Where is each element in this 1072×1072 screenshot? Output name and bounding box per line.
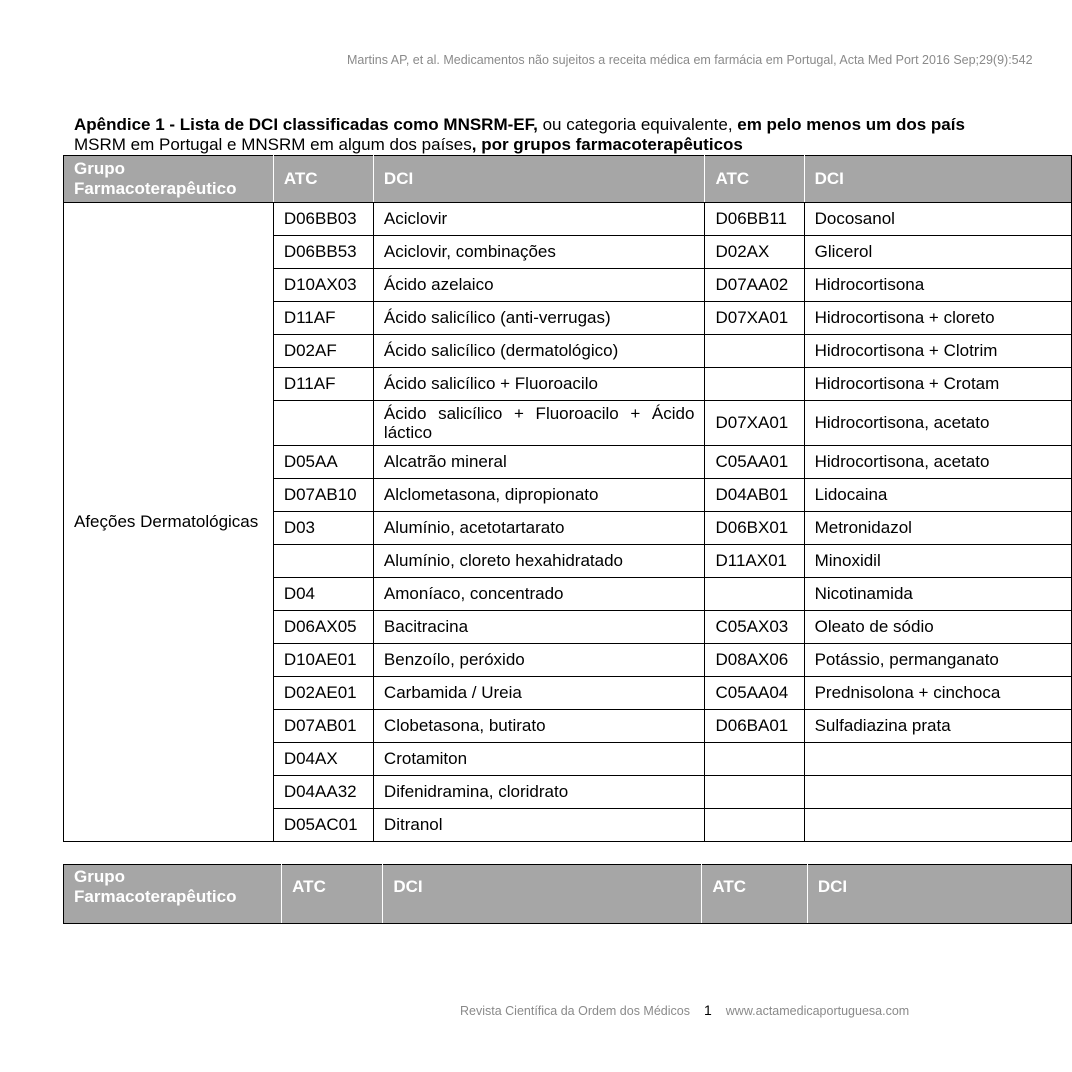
- title-text-2: ou categoria equivalente,: [537, 115, 738, 134]
- dci-table-2: [63, 864, 1072, 924]
- header-grupo: Grupo Farmacoterapêutico: [64, 156, 274, 203]
- dci-cell-2: Metronidazol: [804, 512, 1071, 545]
- atc-cell-2: D06BB11: [705, 203, 804, 236]
- header-dci: DCI: [373, 156, 705, 203]
- atc-cell-2: D06BX01: [705, 512, 804, 545]
- atc-cell-2: D04AB01: [705, 479, 804, 512]
- atc-cell: D03: [273, 512, 373, 545]
- dci-table: [63, 155, 1072, 842]
- atc-cell: D11AF: [273, 368, 373, 401]
- atc-cell: [273, 401, 373, 446]
- dci-cell-2: Hidrocortisona + Crotam: [804, 368, 1071, 401]
- dci-cell: Ditranol: [373, 809, 705, 842]
- atc-cell-2: D02AX: [705, 236, 804, 269]
- dci-cell-2: [804, 743, 1071, 776]
- dci-cell-2: Glicerol: [804, 236, 1071, 269]
- atc-cell: [273, 545, 373, 578]
- atc-cell: D07AB10: [273, 479, 373, 512]
- dci-cell-2: Prednisolona + cinchoca: [804, 677, 1071, 710]
- dci-cell: Aciclovir: [373, 203, 705, 236]
- atc-cell: D04AA32: [273, 776, 373, 809]
- atc-cell-2: D07XA01: [705, 302, 804, 335]
- header-dci: DCI: [383, 865, 702, 924]
- atc-cell: D11AF: [273, 302, 373, 335]
- atc-cell-2: D06BA01: [705, 710, 804, 743]
- dci-cell-2: Potássio, permanganato: [804, 644, 1071, 677]
- table2-clip: [0, 864, 1072, 906]
- header-dci-2: DCI: [804, 156, 1071, 203]
- atc-cell-2: [705, 335, 804, 368]
- dci-cell-2: Hidrocortisona + Clotrim: [804, 335, 1071, 368]
- dci-cell-2: [804, 776, 1071, 809]
- dci-cell-2: Hidrocortisona, acetato: [804, 446, 1071, 479]
- footer-url: www.actamedicaportuguesa.com: [725, 1004, 910, 1018]
- dci-cell: Ácido azelaico: [373, 269, 705, 302]
- running-header: Martins AP, et al. Medicamentos não sujeitos a receita médica em farmácia em Portugal, Acta Med Port 2016 Sep;29(9):542: [347, 53, 1033, 67]
- group-cell: Afeções Dermatológicas: [64, 203, 274, 842]
- atc-cell: D04: [273, 578, 373, 611]
- atc-cell-2: [705, 368, 804, 401]
- atc-cell: D10AX03: [273, 269, 373, 302]
- dci-cell: Alumínio, acetotartarato: [373, 512, 705, 545]
- atc-cell-2: D08AX06: [705, 644, 804, 677]
- table-row: [64, 203, 1072, 236]
- dci-cell: Ácido salicílico + Fluoroacilo: [373, 368, 705, 401]
- atc-cell: D07AB01: [273, 710, 373, 743]
- title-line2: MSRM em Portugal e MNSRM em algum dos países: [74, 135, 472, 154]
- dci-cell: Carbamida / Ureia: [373, 677, 705, 710]
- atc-cell: D02AE01: [273, 677, 373, 710]
- atc-cell-2: [705, 776, 804, 809]
- dci-cell: Crotamiton: [373, 743, 705, 776]
- header-atc: ATC: [273, 156, 373, 203]
- header-atc-2: ATC: [702, 865, 807, 924]
- page-footer: [460, 1002, 909, 1018]
- atc-cell: D06BB03: [273, 203, 373, 236]
- header-atc-2: ATC: [705, 156, 804, 203]
- dci-cell: Amoníaco, concentrado: [373, 578, 705, 611]
- dci-cell: Clobetasona, butirato: [373, 710, 705, 743]
- title-bold-1: Apêndice 1 - Lista de DCI classificadas como MNSRM-EF,: [74, 115, 538, 134]
- atc-cell-2: [705, 743, 804, 776]
- atc-cell: D05AA: [273, 446, 373, 479]
- page-number: 1: [703, 1002, 712, 1018]
- atc-cell: D04AX: [273, 743, 373, 776]
- footer-journal: Revista Científica da Ordem dos Médicos: [460, 1004, 690, 1018]
- header-grupo: Grupo Farmacoterapêutico: [64, 865, 282, 924]
- dci-cell-2: Lidocaina: [804, 479, 1071, 512]
- dci-cell-2: Hidrocortisona, acetato: [804, 401, 1071, 446]
- dci-cell-2: [804, 809, 1071, 842]
- title-bold-3: em pelo menos um dos país: [737, 115, 965, 134]
- atc-cell: D10AE01: [273, 644, 373, 677]
- dci-cell: Aciclovir, combinações: [373, 236, 705, 269]
- atc-cell: D02AF: [273, 335, 373, 368]
- atc-cell-2: [705, 578, 804, 611]
- dci-cell-2: Nicotinamida: [804, 578, 1071, 611]
- atc-cell-2: [705, 809, 804, 842]
- atc-cell: D06BB53: [273, 236, 373, 269]
- dci-cell-2: Sulfadiazina prata: [804, 710, 1071, 743]
- dci-cell-2: Hidrocortisona + cloreto: [804, 302, 1071, 335]
- dci-cell-2: Oleato de sódio: [804, 611, 1071, 644]
- atc-cell-2: C05AX03: [705, 611, 804, 644]
- dci-cell: Ácido salicílico (anti-verrugas): [373, 302, 705, 335]
- atc-cell-2: D07AA02: [705, 269, 804, 302]
- dci-cell-2: Docosanol: [804, 203, 1071, 236]
- dci-cell: Alumínio, cloreto hexahidratado: [373, 545, 705, 578]
- atc-cell: D06AX05: [273, 611, 373, 644]
- header-atc: ATC: [282, 865, 383, 924]
- dci-cell: Ácido salicílico (dermatológico): [373, 335, 705, 368]
- dci-cell: Benzoílo, peróxido: [373, 644, 705, 677]
- dci-cell: Ácido salicílico + Fluoroacilo + Ácido láctico: [373, 401, 705, 446]
- dci-cell-2: Minoxidil: [804, 545, 1071, 578]
- atc-cell: D05AC01: [273, 809, 373, 842]
- title-line2-bold: , por grupos farmacoterapêuticos: [471, 135, 743, 154]
- appendix-title: [74, 115, 965, 155]
- dci-cell: Bacitracina: [373, 611, 705, 644]
- atc-cell-2: D11AX01: [705, 545, 804, 578]
- atc-cell-2: C05AA04: [705, 677, 804, 710]
- atc-cell-2: C05AA01: [705, 446, 804, 479]
- dci-cell: Alclometasona, dipropionato: [373, 479, 705, 512]
- dci-cell: Difenidramina, cloridrato: [373, 776, 705, 809]
- header-dci-2: DCI: [807, 865, 1071, 924]
- dci-cell: Alcatrão mineral: [373, 446, 705, 479]
- atc-cell-2: D07XA01: [705, 401, 804, 446]
- dci-cell-2: Hidrocortisona: [804, 269, 1071, 302]
